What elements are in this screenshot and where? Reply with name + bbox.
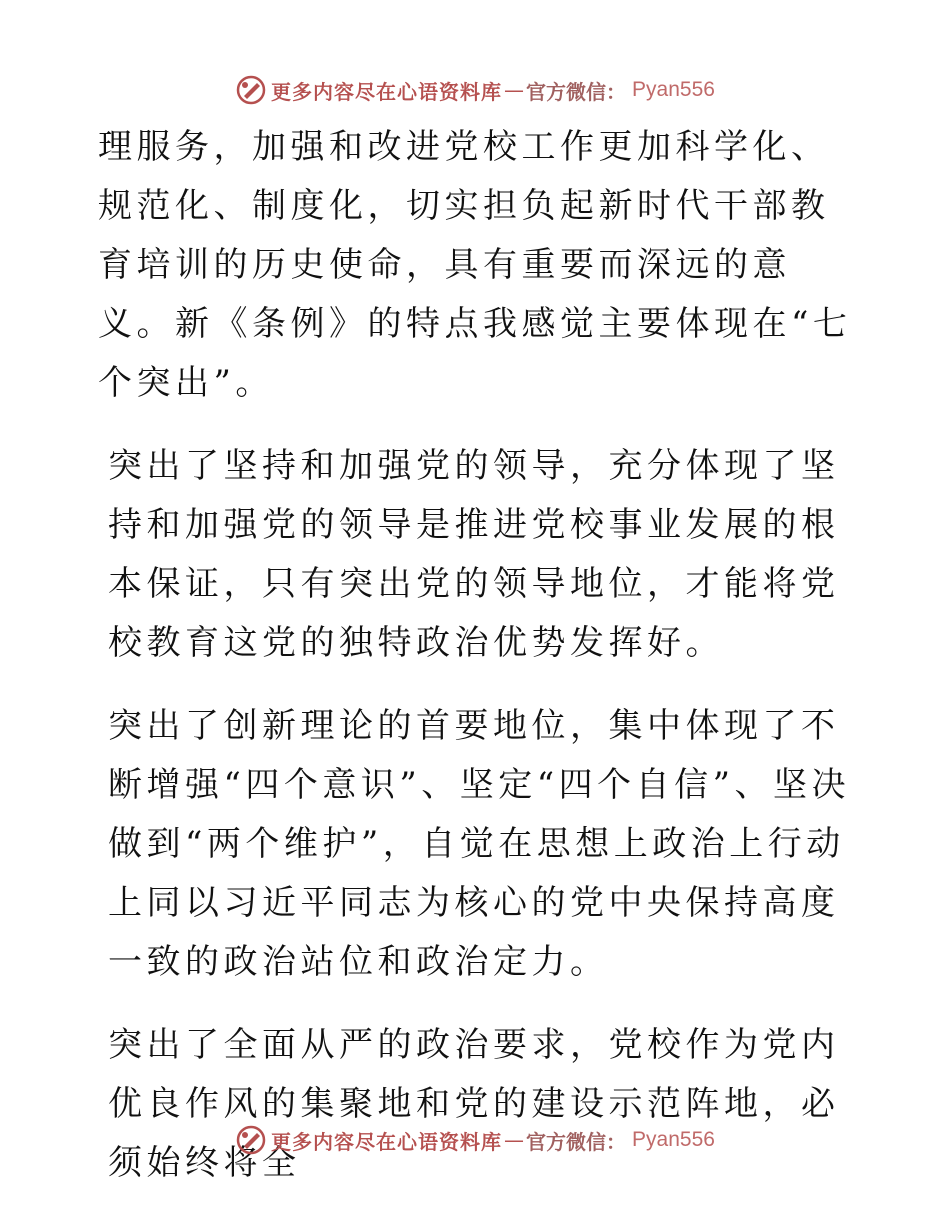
footer-separator: — bbox=[504, 1128, 525, 1152]
footer-banner bbox=[0, 1122, 950, 1158]
document-body bbox=[98, 118, 858, 1193]
footer-site-name: 更多内容尽在心语资料库 bbox=[271, 1129, 503, 1154]
header-wechat-label: 官方微信： bbox=[526, 79, 627, 104]
paragraph-4: 突出了全面从严的政治要求，党校作为党内优良作风的集聚地和党的建设示范阵地，必须始终将全 bbox=[108, 1025, 840, 1183]
paragraph-3: 突出了创新理论的首要地位，集中体现了不断增强“四个意识”、坚定“四个自信”、坚决做到“两个维护”，自觉在思想上政治上行动上同以习近平同志为核心的党中央保持高度一致的政治站位和政治定力。 bbox=[108, 706, 851, 982]
header-banner bbox=[0, 72, 950, 108]
header-wechat-id: Pyan556 bbox=[632, 78, 715, 101]
paragraph-1: 理服务，加强和改进党校工作更加科学化、规范化、制度化，切实担负起新时代干部教育培训的历史使命，具有重要而深远的意义。新《条例》的特点我感觉主要体现在“七个突出”。 bbox=[98, 127, 852, 403]
paragraph-2: 突出了坚持和加强党的领导，充分体现了坚持和加强党的领导是推进党校事业发展的根本保证，只有突出党的领导地位，才能将党校教育这党的独特政治优势发挥好。 bbox=[108, 446, 840, 663]
header-site-name: 更多内容尽在心语资料库 bbox=[271, 79, 503, 104]
header-separator: — bbox=[504, 78, 525, 102]
footer-wechat-id: Pyan556 bbox=[632, 1128, 715, 1151]
logo-icon bbox=[235, 74, 267, 106]
footer-wechat-label: 官方微信： bbox=[526, 1129, 627, 1154]
logo-icon bbox=[235, 1124, 267, 1156]
